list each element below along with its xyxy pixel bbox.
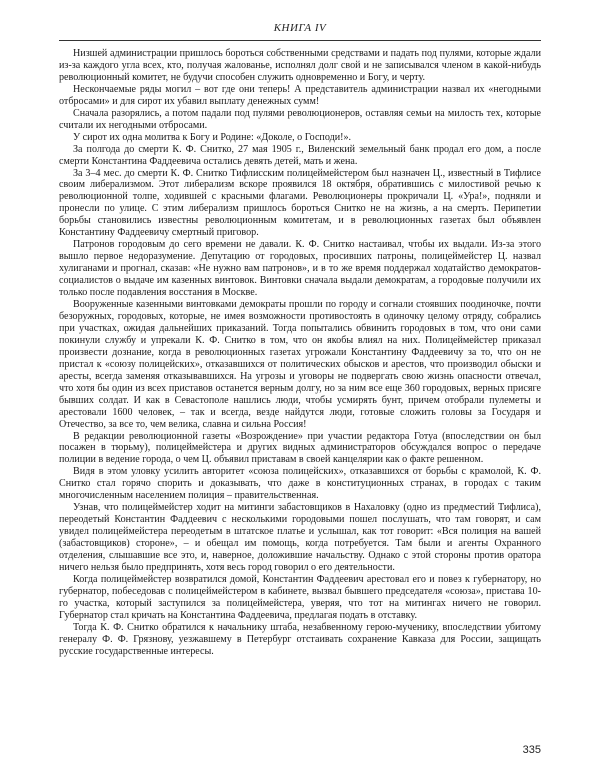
paragraph: Нескончаемые ряды могил – вот где они теперь! А представитель администрации назвал их «негодными отбросами» и для сирот их убавил выплату денежных сумм!: [59, 83, 541, 107]
paragraph: Узнав, что полицеймейстер ходит на митинги забастовщиков в Нахаловку (одно из предместий Тифлиса), переодетый Константин Фаддеевич с несколькими городовыми пошел послушать, что там говорят, и сам увидел полицеймейстера переодетым в штатское платье и услышал, как тот говорит: «Вся полиция на вашей (забастовщиков) стороне», – и обещал им помощь, когда потребуется. Там были и агенты Охранного отделения, слышавшие все это, и, наверное, доложившие начальству. Однако с этой стороны против оратора ничего нельзя было предпринять, хотя весь город говорил о его деятельности.: [59, 502, 541, 573]
header-rule: [59, 40, 541, 41]
running-title: КНИГА IV: [273, 22, 327, 34]
paragraph: Тогда К. Ф. Снитко обратился к начальнику штаба, незабвенному герою-мученику, впоследствии убитому генералу Ф. Ф. Грязнову, уезжавшему в Петербург отстаивать сохранение Кавказа для России, защищать русские государственные интересы.: [59, 621, 541, 657]
body-text: [59, 48, 541, 658]
paragraph: В редакции революционной газеты «Возрождение» при участии редактора Готуа (впоследствии он был посажен в тюрьму), полицеймейстера и других видных администраторов обсуждался вопрос о передаче полиции в ведение города, о чем Ц. объявил приставам в своей канцелярии как о факте решенном.: [59, 430, 541, 466]
paragraph: За полгода до смерти К. Ф. Снитко, 27 мая 1905 г., Виленский земельный банк продал его дом, а после смерти Константина Фаддеевича остались девять детей, мать и жена.: [59, 143, 541, 167]
page-number: 335: [522, 744, 541, 756]
paragraph: Патронов городовым до сего времени не давали. К. Ф. Снитко настаивал, чтобы их выдали. Из-за этого вышло первое недоразумение. Депутацию от городовых, просивших патроны, полицеймейстер Ц. назвал хулиганами и прогнал, сказав: «Не нужно вам патронов», и в то же время поддержал ходатайство демократов-социалистов о выдаче им казенных винтовок. Винтовки сначала выдали демократам, а городовые получили их только после подавления восстания в Москве.: [59, 239, 541, 299]
paragraph: Низшей администрации пришлось бороться собственными средствами и падать под пулями, которые ждали из-за каждого угла всех, кто, получая жалованье, исполнял долг свой и не записывался членом в какой-нибудь революционный комитет, не будучи способен служить одновременно и Богу, и черту.: [59, 48, 541, 83]
paragraph: У сирот их одна молитва к Богу и Родине: «Доколе, о Господи!».: [73, 131, 352, 143]
paragraph: Видя в этом уловку усилить авторитет «союза полицейских», отказавшихся от борьбы с крамолой, К. Ф. Снитко стал горячо спорить и доказывать, что даже в конституционных странах, в городах с таким многочисленным населением полиция – правительственная.: [59, 466, 541, 502]
paragraph: Когда полицеймейстер возвратился домой, Константин Фаддеевич арестовал его и повез к губернатору, но губернатор, побеседовав с полицеймейстером в кабинете, вызвал бывшего председателя «союза», пристава 10-го участка, который заступился за полицеймейстера, уверяя, что тот на митингах ничего не говорил. Губернатор стал кричать на Константина Фаддеевича, предлагая подать в отставку.: [59, 573, 541, 621]
paragraph: Вооруженные казенными винтовками демократы прошли по городу и согнали стоявших поодиночке, почти безоружных, городовых, которые, не имея возможности противостоять в одиночку целому отряду, собрались при участках, ожидая дальнейших приказаний. Тогда попытались обвинить городовых в том, что они сами покинули службу и упрекали К. Ф. Снитко в том, что он якобы влиял на них. Полицеймейстер приказал произвести дознание, когда в революционных газетах угрожали Константину Фаддеевичу за то, что он не пристал к «союзу полицейских», отказавшихся от политических обысков и арестов, что производил обыски и аресты, всегда заменяя отказывавшихся. На угрозы и уговоры не подвергать свою жизнь опасности отвечал, что хотя бы один из всех приставов останется верным долгу, но за ним все еще 360 городовых, верных присяге бывших солдат. И как в Севастополе нашлись люди, чтобы усмирять бунт, причем отобрали пулеметы и арестовали 1600 человек, – так и всегда, везде найдутся люди, готовые сложить головы за Государя и Отечество, за все то, чем велика, славна и сильна Россия!: [59, 299, 541, 430]
paragraph: За 3–4 мес. до смерти К. Ф. Снитко Тифлисским полицеймейстером был назначен Ц., известный в Тифлисе своим либерализмом. Этот либерализм вскоре проявился 18 октября, обратившись с милостивой речью к революционной толпе, ходившей с красными флагами. Революционеры прокричали Ц. «Ура!», подняли и пронесли по улице. С этим либерализм пришлось бороться Снитко не на жизнь, а на смерть. Перипетии борьбы становились известны революционным комитетам, и в революционных газетах был объявлен Константину Фаддеевичу смертный приговор.: [59, 167, 541, 239]
paragraph: Сначала разорялись, а потом падали под пулями революционеров, оставляя семьи на милость тех, которые считали их негодными отбросами.: [59, 107, 541, 131]
